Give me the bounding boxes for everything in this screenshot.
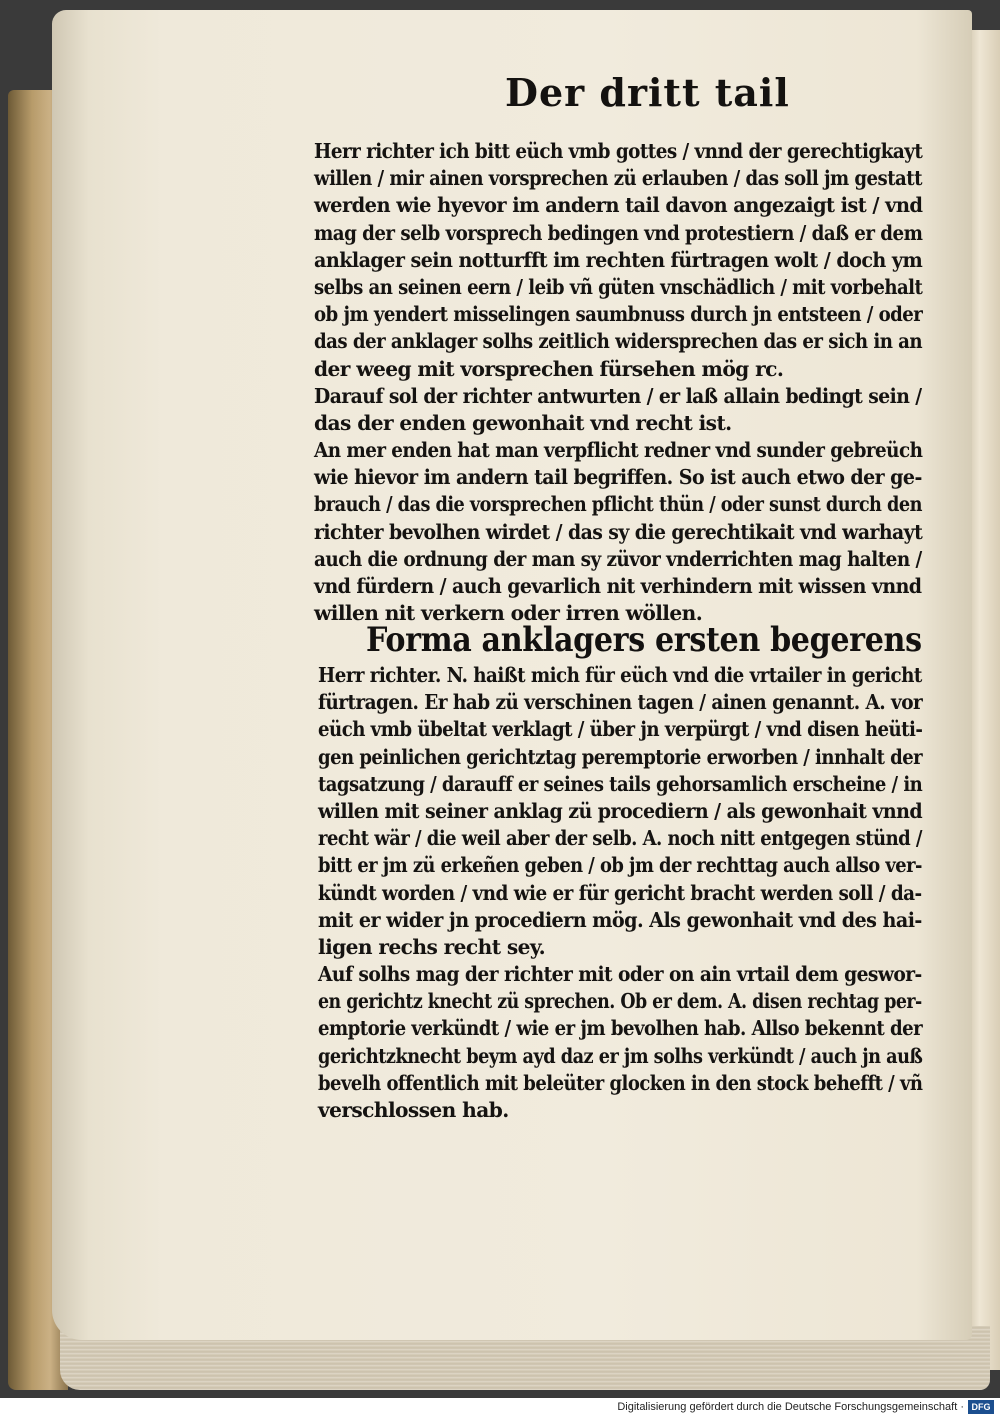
text-line: mit er wider jn procediern mög. Als gewonhait vnd des hai- xyxy=(318,907,922,932)
text-line: wie hievor im andern tail begriffen. So ist auch etwo der ge- xyxy=(314,465,922,490)
paragraph-1 xyxy=(314,138,922,627)
text-line: das der enden gewonhait vnd recht ist. xyxy=(314,410,732,435)
text-line: en gerichtz knecht zü sprechen. Ob er dem. A. disen rechtag per- xyxy=(318,989,922,1014)
text-line: gerichtzknecht beym ayd daz er jm solhs verkündt / auch jn auß xyxy=(318,1043,923,1068)
running-head: Der dritt tail xyxy=(505,70,790,115)
text-line: mag der selb vorsprech bedingen vnd protestiern / daß er dem xyxy=(314,220,923,245)
text-line: Darauf sol der richter antwurten / er laß allain bedingt sein / xyxy=(314,383,922,408)
text-line: auch die ordnung der man sy züvor vnderrichten mag halten / xyxy=(314,546,922,571)
text-line: eüch vmb übeltat verklagt / über jn verpürgt / vnd disen heüti- xyxy=(318,717,923,742)
text-line: ligen rechs recht sey. xyxy=(318,934,546,959)
text-line: Herr richter ich bitt eüch vmb gottes / vnnd der gerechtigkayt xyxy=(314,139,923,163)
text-line: der weeg mit vorsprechen fürsehen mög rc. xyxy=(314,356,784,381)
text-line: anklager sein notturfft im rechten fürtragen wolt / doch ym xyxy=(314,247,923,272)
text-line: willen nit verkern oder irren wöllen. xyxy=(314,601,703,626)
text-line: recht wär / die weil aber der selb. A. noch nitt entgegen stünd / xyxy=(318,826,922,851)
text-line: Auf solhs mag der richter mit oder on ain vrtail dem geswor- xyxy=(318,962,922,987)
text-line: richter bevolhen wirdet / das sy die gerechtikait vnd warhayt xyxy=(314,519,923,544)
paragraph-2 xyxy=(318,662,922,1124)
text-line: willen mit seiner anklag zü procediern / als gewonhait vnnd xyxy=(318,798,923,823)
text-line: kündt worden / vnd wie er für gericht bracht werden soll / da- xyxy=(318,880,922,905)
text-line: willen / mir ainen vorsprechen zü erlauben / das soll jm gestatt xyxy=(314,166,922,191)
text-line: bitt er jm zü erkeñen geben / ob jm der rechttag auch allso ver- xyxy=(318,853,922,878)
text-line: Herr richter. N. haißt mich für eüch vnd die vrtailer in gericht xyxy=(318,663,922,687)
digitization-footer xyxy=(0,1398,1000,1419)
text-line: tagsatzung / darauff er seines tails gehorsamlich erscheine / in xyxy=(318,771,923,796)
dfg-logo: DFG xyxy=(968,1400,994,1414)
text-line: das der anklager solhs zeitlich widersprechen das er sich in an xyxy=(314,329,923,354)
text-line: werden wie hyevor im andern tail davon angezaigt ist / vnd xyxy=(314,193,923,218)
text-line: An mer enden hat man verpflicht redner vnd sunder gebreüch xyxy=(314,438,923,463)
text-line: vnd fürdern / auch gevarlich nit verhindern mit wissen vnnd xyxy=(314,574,922,598)
text-line: emptorie verkündt / wie er jm bevolhen hab. Allso bekennt der xyxy=(318,1016,923,1041)
section-heading: Forma anklagers ersten begerens xyxy=(366,620,922,660)
text-line: ob jm yendert misselingen saumbnuss durch jn entsteen / oder xyxy=(314,302,923,327)
text-line: gen peinlichen gerichtztag peremptorie erworben / innhalt der xyxy=(318,744,923,769)
text-line: bevelh offentlich mit beleüter glocken in den stock behefft / vñ xyxy=(318,1070,923,1095)
dfg-credit-text: Digitalisierung gefördert durch die Deutsche Forschungsgemeinschaft · xyxy=(617,1401,964,1413)
text-line: selbs an seinen eern / leib vñ güten vnschädlich / mit vorbehalt xyxy=(314,274,923,299)
text-line: fürtragen. Er hab zü verschinen tagen / ainen genannt. A. vor xyxy=(318,690,923,715)
text-line: brauch / das die vorsprechen pflicht thün / oder sunst durch den xyxy=(314,492,922,517)
text-line: verschlossen hab. xyxy=(318,1098,509,1122)
